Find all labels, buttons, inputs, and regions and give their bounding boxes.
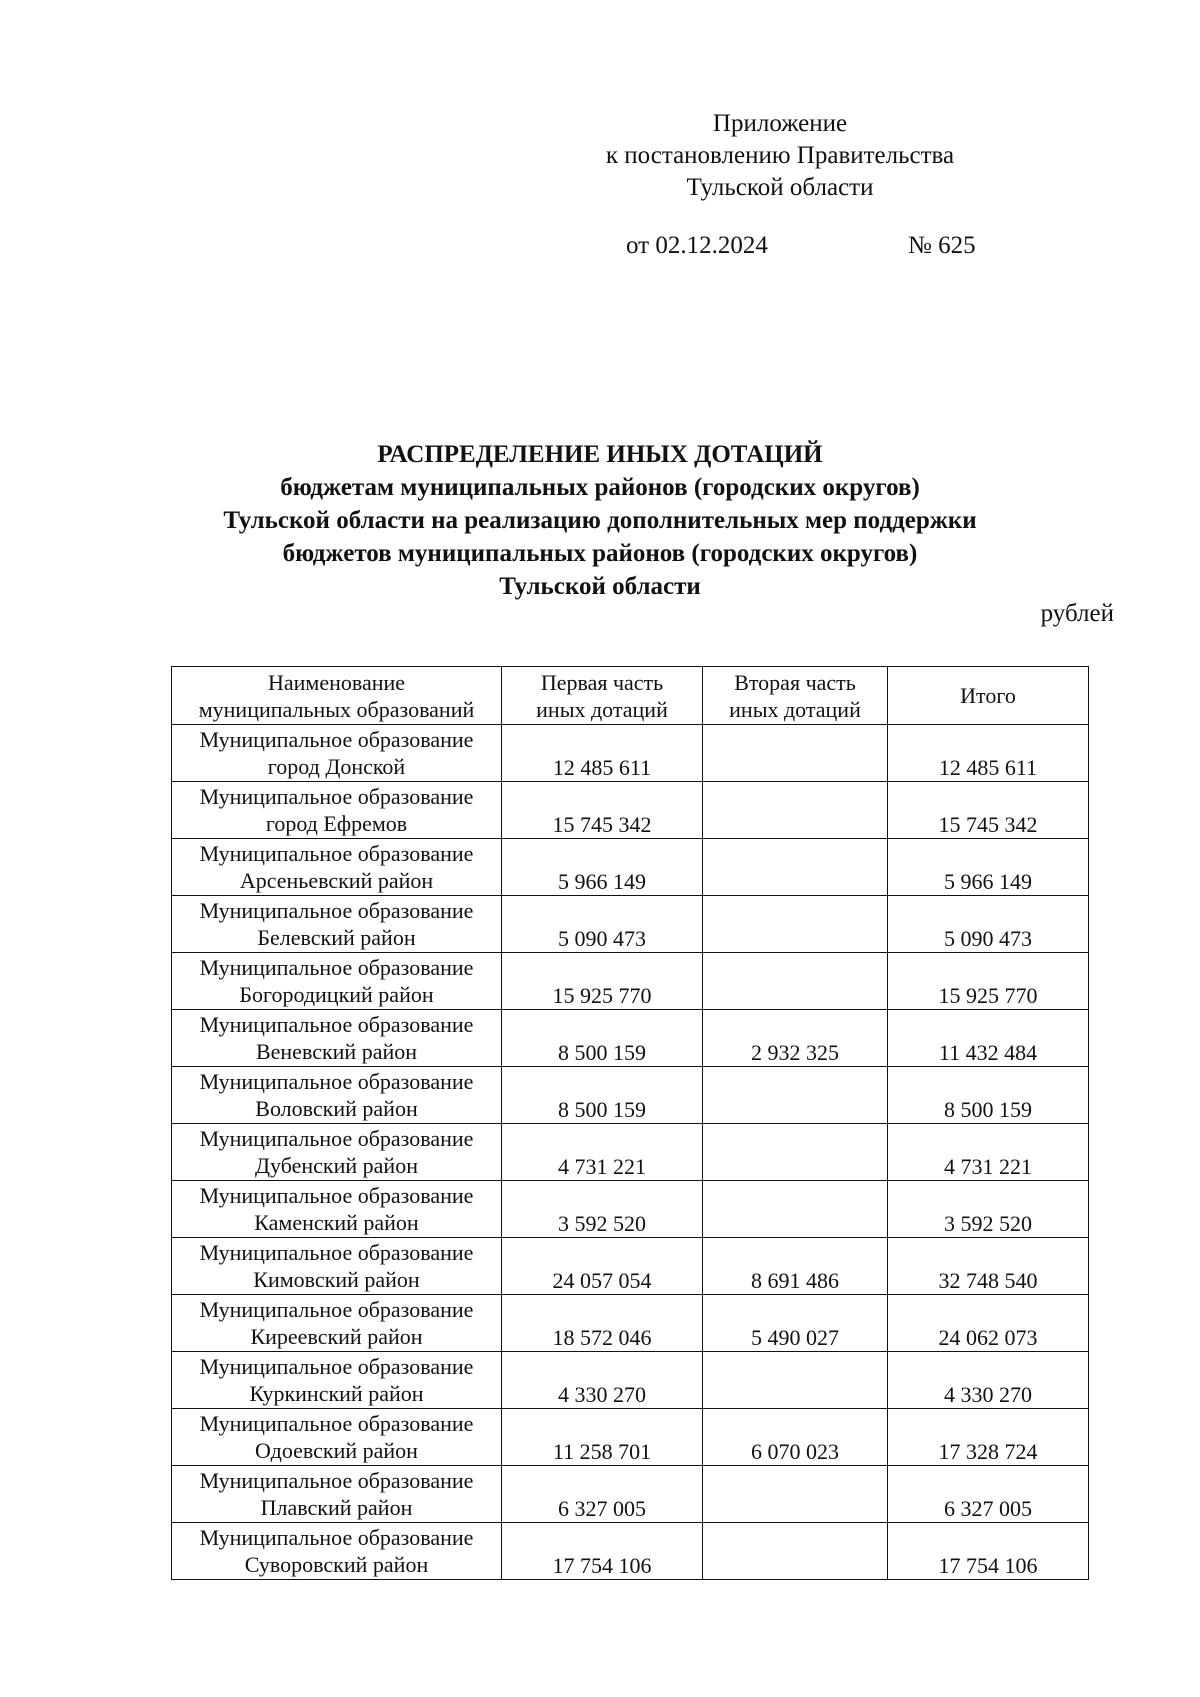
municipality-name: Муниципальное образование Киреевский район (172, 1295, 502, 1352)
table-row (172, 953, 1089, 1010)
total-amount: 8 500 159 (888, 1067, 1089, 1124)
second-part-amount: 6 070 023 (703, 1409, 888, 1466)
appendix-line: Тульской области (686, 174, 874, 201)
total-amount: 15 925 770 (888, 953, 1089, 1010)
appendix-block (580, 108, 980, 204)
appendix-line: Приложение (712, 110, 848, 137)
second-part-amount (703, 1523, 888, 1580)
document-number: № 625 (908, 232, 976, 259)
appendix-line: к постановлению Правительства (605, 142, 955, 169)
first-part-amount: 15 925 770 (502, 953, 703, 1010)
table-row (172, 1466, 1089, 1523)
total-amount: 4 330 270 (888, 1352, 1089, 1409)
first-part-amount: 6 327 005 (502, 1466, 703, 1523)
second-part-amount (703, 953, 888, 1010)
municipality-name: Муниципальное образование Богородицкий район (172, 953, 502, 1010)
subsidy-table (171, 666, 1089, 1580)
municipality-name: Муниципальное образование Куркинский район (172, 1352, 502, 1409)
second-part-amount: 5 490 027 (703, 1295, 888, 1352)
total-amount: 17 328 724 (888, 1409, 1089, 1466)
municipality-name: Муниципальное образование город Ефремов (172, 782, 502, 839)
table-row (172, 1067, 1089, 1124)
second-part-amount (703, 1124, 888, 1181)
total-amount: 5 966 149 (888, 839, 1089, 896)
municipality-name: Муниципальное образование Каменский район (172, 1181, 502, 1238)
municipality-name: Муниципальное образование Плавский район (172, 1466, 502, 1523)
total-amount: 5 090 473 (888, 896, 1089, 953)
second-part-amount: 8 691 486 (703, 1238, 888, 1295)
municipality-name: Муниципальное образование Арсеньевский район (172, 839, 502, 896)
second-part-amount (703, 1352, 888, 1409)
total-amount: 15 745 342 (888, 782, 1089, 839)
municipality-name: Муниципальное образование Дубенский район (172, 1124, 502, 1181)
total-amount: 6 327 005 (888, 1466, 1089, 1523)
title-line: Тульской области на реализацию дополнительных мер поддержки (223, 507, 977, 534)
table-row (172, 1238, 1089, 1295)
table-row (172, 1523, 1089, 1580)
first-part-amount: 8 500 159 (502, 1067, 703, 1124)
header-name: Наименование муниципальных образований (172, 667, 502, 725)
table-row (172, 839, 1089, 896)
second-part-amount (703, 782, 888, 839)
municipality-name: Муниципальное образование Воловский район (172, 1067, 502, 1124)
municipality-name: Муниципальное образование город Донской (172, 725, 502, 782)
table-row (172, 1010, 1089, 1067)
second-part-amount (703, 839, 888, 896)
second-part-amount (703, 896, 888, 953)
title-line: РАСПРЕДЕЛЕНИЕ ИНЫХ ДОТАЦИЙ (377, 441, 823, 468)
second-part-amount (703, 1181, 888, 1238)
table-row (172, 1409, 1089, 1466)
municipality-name: Муниципальное образование Одоевский район (172, 1409, 502, 1466)
table-row (172, 1295, 1089, 1352)
table-row (172, 1352, 1089, 1409)
table-row (172, 782, 1089, 839)
first-part-amount: 24 057 054 (502, 1238, 703, 1295)
total-amount: 11 432 484 (888, 1010, 1089, 1067)
first-part-amount: 15 745 342 (502, 782, 703, 839)
total-amount: 32 748 540 (888, 1238, 1089, 1295)
header-second-part: Вторая часть иных дотаций (703, 667, 888, 725)
title-line: бюджетам муниципальных районов (городских округов) (280, 474, 920, 501)
document-title (100, 438, 1100, 603)
header-first-part: Первая часть иных дотаций (502, 667, 703, 725)
first-part-amount: 17 754 106 (502, 1523, 703, 1580)
table-body (172, 725, 1089, 1580)
total-amount: 12 485 611 (888, 725, 1089, 782)
table-row (172, 1124, 1089, 1181)
first-part-amount: 12 485 611 (502, 725, 703, 782)
table-row (172, 896, 1089, 953)
municipality-name: Муниципальное образование Веневский район (172, 1010, 502, 1067)
total-amount: 3 592 520 (888, 1181, 1089, 1238)
units-label: рублей (1040, 600, 1114, 627)
first-part-amount: 3 592 520 (502, 1181, 703, 1238)
header-total: Итого (888, 667, 1089, 725)
first-part-amount: 5 966 149 (502, 839, 703, 896)
second-part-amount (703, 1466, 888, 1523)
title-line: Тульской области (499, 573, 701, 600)
second-part-amount: 2 932 325 (703, 1010, 888, 1067)
table-header-row (172, 667, 1089, 725)
first-part-amount: 11 258 701 (502, 1409, 703, 1466)
municipality-name: Муниципальное образование Суворовский район (172, 1523, 502, 1580)
first-part-amount: 5 090 473 (502, 896, 703, 953)
municipality-name: Муниципальное образование Белевский район (172, 896, 502, 953)
total-amount: 4 731 221 (888, 1124, 1089, 1181)
first-part-amount: 8 500 159 (502, 1010, 703, 1067)
first-part-amount: 18 572 046 (502, 1295, 703, 1352)
table-row (172, 725, 1089, 782)
first-part-amount: 4 330 270 (502, 1352, 703, 1409)
title-line: бюджетов муниципальных районов (городских округов) (282, 540, 918, 567)
total-amount: 17 754 106 (888, 1523, 1089, 1580)
first-part-amount: 4 731 221 (502, 1124, 703, 1181)
municipality-name: Муниципальное образование Кимовский район (172, 1238, 502, 1295)
second-part-amount (703, 1067, 888, 1124)
second-part-amount (703, 725, 888, 782)
table-row (172, 1181, 1089, 1238)
total-amount: 24 062 073 (888, 1295, 1089, 1352)
document-date: от 02.12.2024 (626, 232, 768, 259)
